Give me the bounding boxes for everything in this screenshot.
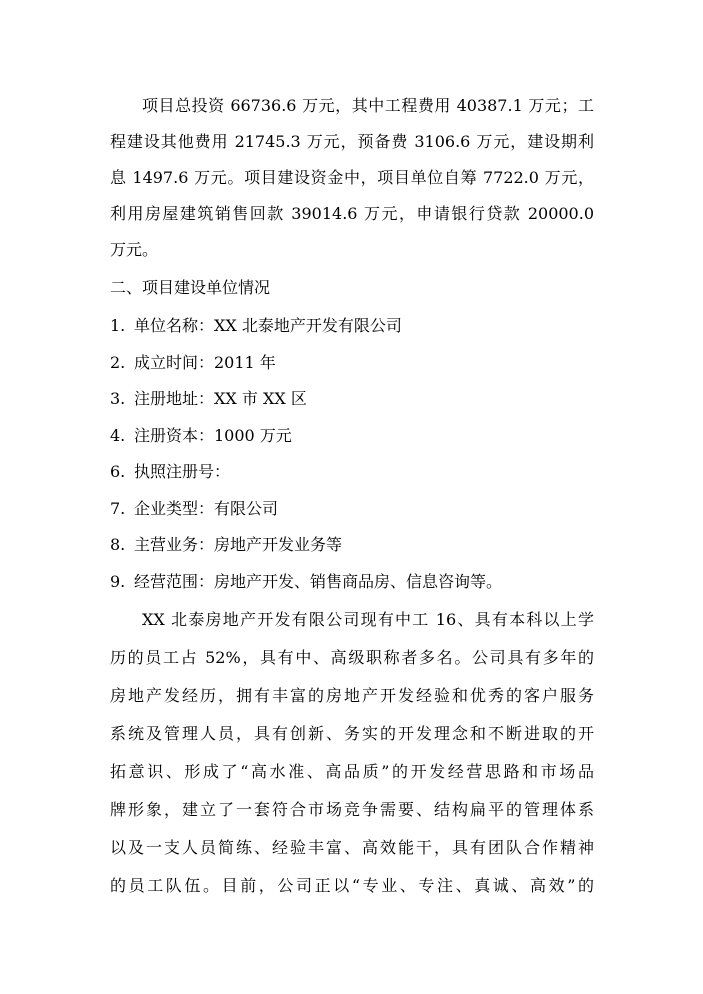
info-item-6 xyxy=(110,499,594,519)
paragraph2-line-3: 房地产发经历，拥有丰富的房地产开发经验和优秀的客户服务 xyxy=(110,686,594,705)
info-item-number: 8. xyxy=(110,535,126,554)
info-item-3 xyxy=(110,389,594,409)
info-item-text: 注册地址：XX 市 XX 区 xyxy=(134,389,307,408)
info-item-4 xyxy=(110,426,594,446)
info-item-text: 注册资本：1000 万元 xyxy=(134,426,292,445)
paragraph2-line-5: 拓意识、形成了“高水准、高品质”的开发经营思路和市场品 xyxy=(110,762,594,781)
info-item-number: 7. xyxy=(110,499,126,518)
info-item-1 xyxy=(110,316,594,336)
info-item-5 xyxy=(110,462,594,482)
info-item-number: 9. xyxy=(110,572,126,591)
paragraph2-line-6: 牌形象，建立了一套符合市场竞争需要、结构扁平的管理体系 xyxy=(110,800,594,819)
paragraph1-line-2: 程建设其他费用 21745.3 万元，预备费 3106.6 万元，建设期利 xyxy=(110,132,594,151)
info-item-7 xyxy=(110,535,594,555)
paragraph2-line-4: 系统及管理人员，具有创新、务实的开发理念和不断进取的开 xyxy=(110,724,594,743)
info-item-text: 成立时间：2011 年 xyxy=(134,353,276,372)
info-item-text: 执照注册号： xyxy=(134,462,231,481)
info-item-number: 1. xyxy=(110,316,126,335)
paragraph2-line-1: XX 北泰房地产开发有限公司现有中工 16、具有本科以上学 xyxy=(142,610,594,629)
info-item-number: 2. xyxy=(110,353,126,372)
section-heading: 二、项目建设单位情况 xyxy=(110,278,271,297)
paragraph2-line-8: 的员工队伍。目前，公司正以“专业、专注、真诚、高效”的 xyxy=(110,876,594,895)
info-item-number: 6. xyxy=(110,462,126,481)
paragraph1-line-1: 项目总投资 66736.6 万元，其中工程费用 40387.1 万元；工 xyxy=(142,96,594,115)
info-item-text: 单位名称：XX 北泰地产开发有限公司 xyxy=(134,316,402,335)
info-item-number: 4. xyxy=(110,426,126,445)
paragraph1-line-5: 万元。 xyxy=(110,240,159,259)
info-item-text: 主营业务：房地产开发业务等 xyxy=(134,535,343,554)
info-item-text: 企业类型：有限公司 xyxy=(134,499,279,518)
info-item-2 xyxy=(110,353,594,373)
paragraph2-line-2: 历的员工占 52%，具有中、高级职称者多名。公司具有多年的 xyxy=(110,648,594,667)
info-item-8 xyxy=(110,572,594,592)
paragraph2-line-7: 以及一支人员简练、经验丰富、高效能干，具有团队合作精神 xyxy=(110,838,594,857)
info-item-number: 3. xyxy=(110,389,126,408)
info-item-text: 经营范围：房地产开发、销售商品房、信息咨询等。 xyxy=(134,572,503,591)
paragraph1-line-3: 息 1497.6 万元。项目建设资金中，项目单位自筹 7722.0 万元， xyxy=(110,168,594,187)
paragraph1-line-4: 利用房屋建筑销售回款 39014.6 万元，申请银行贷款 20000.0 xyxy=(110,204,594,223)
